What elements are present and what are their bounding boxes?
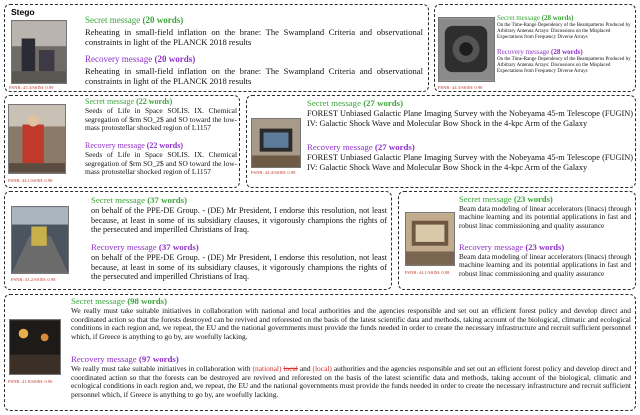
secret-text: Seeds of Life in Space SOLIS. IX. Chemical segregation of $rm SO_2$ and SO toward the low-mass protostellar shocked region of L1157	[85, 106, 237, 133]
recovery-label: Recovery message	[459, 242, 524, 252]
secret-header	[497, 15, 573, 23]
secret-count: (22 words)	[136, 97, 173, 106]
stego-image	[11, 206, 69, 274]
secret-count: (20 words)	[142, 15, 184, 25]
recovery-header	[91, 243, 199, 253]
panel-6	[398, 191, 636, 290]
psnr-ssim: PSNR: 44.1/SSIM: 0.98	[8, 178, 53, 183]
recovery-label: Recovery message	[91, 242, 157, 252]
secret-label: Secret message	[307, 98, 361, 108]
panel-1	[4, 4, 429, 92]
secret-label: Secret message	[85, 97, 135, 106]
recovery-count: (28 words)	[551, 48, 583, 56]
secret-text: FOREST Unbiased Galactic Plane Imaging Survey with the Nobeyama 45-m Telescope (FUGIN) IV: Galactic Shock Wave and Molecular Bow Shock in the 4-kpc Arm of the Galaxy	[307, 109, 633, 128]
panel-7	[4, 294, 636, 411]
stego-image	[438, 17, 495, 82]
psnr-ssim: PSNR: 44.4/SSIM: 0.98	[251, 170, 296, 175]
stego-label: Stego	[11, 7, 35, 17]
psnr-ssim: PSNR: 44.3/SSIM: 0.98	[438, 85, 483, 90]
secret-count: (23 words)	[513, 194, 553, 204]
panel-4	[246, 95, 636, 188]
recovery-count: (22 words)	[146, 141, 183, 150]
recovery-count: (23 words)	[525, 242, 565, 252]
secret-label: Secret message	[71, 296, 125, 306]
recovery-header	[85, 55, 195, 65]
recovery-label: Recovery message	[497, 48, 550, 56]
recovery-text: Seeds of Life in Space SOLIS. IX. Chemical segregation of $rm SO_2$ and SO toward the low-mass protostellar shocked region of L1157	[85, 150, 237, 177]
secret-header	[85, 16, 183, 26]
stego-image	[11, 20, 67, 84]
panel-3	[4, 95, 240, 188]
secret-count: (37 words)	[147, 195, 188, 205]
recovery-text: On the Time-Range Dependency of the Beampatterns Produced by Arbitrary Antenna Arrays: Discussions on the Misplaced Expectations from Frequency Diverse Arrays	[497, 57, 631, 74]
recovery-struck-local: local	[283, 364, 298, 373]
recovery-count: (37 words)	[158, 242, 199, 252]
recovery-header	[307, 143, 415, 153]
secret-text: On the Time-Range Dependency of the Beampatterns Produced by Arbitrary Antenna Arrays: Discussions on the Misplaced Expectations from Frequency Diverse Arrays	[497, 23, 631, 40]
recovery-label: Recovery message	[85, 54, 153, 64]
secret-header	[307, 99, 403, 109]
psnr-ssim: PSNR: 44.1/SSIM: 0.98	[405, 270, 450, 275]
secret-count: (27 words)	[363, 98, 404, 108]
recovery-count: (27 words)	[374, 142, 415, 152]
panel-2	[434, 4, 636, 92]
psnr-ssim: PSNR: 43.2/SSIM: 0.98	[11, 277, 56, 282]
secret-label: Secret message	[85, 15, 141, 25]
recovery-text-pre: We really must take suitable initiatives in collaboration with	[71, 364, 251, 373]
recovery-count: (20 words)	[154, 54, 196, 64]
secret-label: Secret message	[459, 194, 512, 204]
secret-text: on behalf of the PPE-DE Group. - (DE) Mr President, I endorse this resolution, not least because, at least in some of its subsidiary clauses, it vigorously champions the rights of the persecuted and imperilled Christians of Iraq.	[91, 206, 387, 235]
recovery-text: Reheating in small-field inflation on the brane: The Swampland Criteria and observational constraints in light of the PLANCK 2018 results	[85, 66, 423, 87]
recovery-text-and: and	[299, 364, 311, 373]
secret-count: (28 words)	[541, 14, 574, 22]
recovery-label: Recovery message	[71, 354, 137, 364]
recovery-text: on behalf of the PPE-DE Group. - (DE) Mr President, I endorse this resolution, not least because, at least in some of its subsidiary clauses, it vigorously champions the rights of the persecuted and imperilled Christians of Iraq.	[91, 253, 387, 282]
recovery-text: FOREST Unbiased Galactic Plane Imaging Survey with the Nobeyama 45-m Telescope (FUGIN) IV: Galactic Shock Wave and Molecular Bow Shock in the 4-kpc Arm of the Galaxy	[307, 153, 633, 172]
recovery-header	[497, 49, 583, 57]
psnr-ssim: PSNR: 41.8/SSIM: 0.96	[8, 379, 53, 384]
stego-image	[8, 104, 66, 174]
recovery-label: Recovery message	[307, 142, 373, 152]
stego-image	[9, 319, 61, 375]
panel-5	[4, 191, 392, 290]
recovery-highlight-local: (local)	[312, 364, 332, 373]
stego-image	[405, 212, 455, 266]
secret-label: Secret message	[497, 14, 540, 22]
recovery-text: Beam data modeling of linear accelerators (linacs) through machine learning and its potential applications in fast and robust linac commissioning and quality assurance	[459, 252, 631, 278]
stego-image	[251, 118, 301, 168]
secret-text: We really must take suitable initiatives in collaboration with national and local authorities and the agencies responsible and set out an efficient forest policy and develop direct and coordinated action so that the forests destroyed can be revived and reforested on the basis of the latest scientific data and methods, taking account of the biological, climatic and ecological conditions in each region and, we repeat, the EU and the national governments must provide the funds needed in order to create the necessary infrastructure and recruit sufficient personnel which, if Greece is anything to go by, are woefully lacking.	[71, 306, 631, 341]
recovery-highlight-national: (national)	[252, 364, 282, 373]
secret-header	[91, 196, 187, 206]
recovery-text-post: authorities and the agencies responsible and set out an efficient forest policy and develop direct and coordinated action so that the forests can be destroyed are revived and reforested on the basis of the latest scientific data and methods, taking account of the biological, climatic and ecological conditions in each region and, we repeat, the EU and the national governments must provide the funds needed in order to create the necessary infrastructure and recruit sufficient personnel which, if Greece is anything to go by, are woefully lacking.	[71, 364, 632, 399]
secret-count: (98 words)	[127, 296, 168, 306]
secret-label: Secret message	[91, 195, 145, 205]
recovery-count: (97 words)	[138, 354, 179, 364]
secret-text: Beam data modeling of linear accelerators (linacs) through machine learning and its potential applications in fast and robust linac commissioning and quality assurance	[459, 204, 631, 230]
secret-text: Reheating in small-field inflation on the brane: The Swampland Criteria and observational constraints in light of the PLANCK 2018 results	[85, 27, 423, 48]
recovery-label: Recovery message	[85, 141, 145, 150]
psnr-ssim: PSNR: 45.4/SSIM: 0.99	[9, 85, 54, 90]
recovery-text	[71, 365, 631, 400]
